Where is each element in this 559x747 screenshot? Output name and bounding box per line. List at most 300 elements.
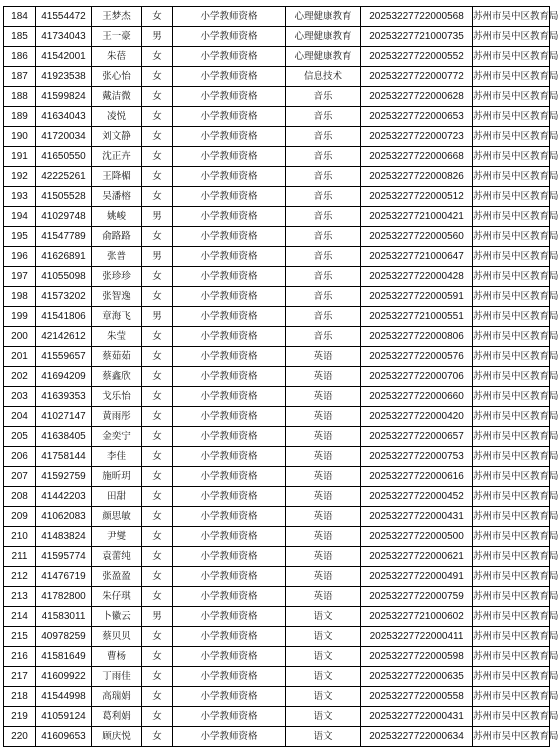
candidate-id-cell: 41758144	[36, 447, 92, 467]
sex-cell: 女	[142, 627, 173, 647]
table-row	[4, 607, 550, 627]
sex-cell: 男	[142, 207, 173, 227]
qualification-cell: 小学教师资格	[173, 607, 286, 627]
sex-cell: 女	[142, 587, 173, 607]
table-row	[4, 187, 550, 207]
qualification-cell: 小学教师资格	[173, 207, 286, 227]
table-row	[4, 387, 550, 407]
row-number-cell: 202	[4, 367, 36, 387]
row-number-cell: 209	[4, 507, 36, 527]
certificate-number-cell: 20253227722000500	[361, 527, 473, 547]
qualification-cell: 小学教师资格	[173, 627, 286, 647]
candidate-id-cell: 41059124	[36, 707, 92, 727]
row-number-cell: 187	[4, 67, 36, 87]
department-cell: 苏州市吴中区教育局	[473, 667, 550, 687]
department-cell: 苏州市吴中区教育局	[473, 327, 550, 347]
certificate-number-cell: 20253227721000421	[361, 207, 473, 227]
sex-cell: 女	[142, 667, 173, 687]
row-number-cell: 198	[4, 287, 36, 307]
row-number-cell: 208	[4, 487, 36, 507]
name-cell: 戴洁微	[92, 87, 142, 107]
sex-cell: 女	[142, 267, 173, 287]
candidate-id-cell: 41547789	[36, 227, 92, 247]
candidate-id-cell: 41583011	[36, 607, 92, 627]
candidate-id-cell: 41599824	[36, 87, 92, 107]
name-cell: 金奕宁	[92, 427, 142, 447]
candidate-id-cell: 41595774	[36, 547, 92, 567]
subject-cell: 音乐	[286, 107, 361, 127]
name-cell: 戈乐怡	[92, 387, 142, 407]
subject-cell: 音乐	[286, 87, 361, 107]
table-row	[4, 227, 550, 247]
subject-cell: 音乐	[286, 127, 361, 147]
row-number-cell: 214	[4, 607, 36, 627]
department-cell: 苏州市吴中区教育局	[473, 467, 550, 487]
sex-cell: 女	[142, 687, 173, 707]
qualification-cell: 小学教师资格	[173, 67, 286, 87]
department-cell: 苏州市吴中区教育局	[473, 607, 550, 627]
candidate-id-cell: 41559657	[36, 347, 92, 367]
qualification-cell: 小学教师资格	[173, 227, 286, 247]
certificate-number-cell: 20253227722000431	[361, 507, 473, 527]
department-cell: 苏州市吴中区教育局	[473, 147, 550, 167]
subject-cell: 英语	[286, 387, 361, 407]
name-cell: 颜思敏	[92, 507, 142, 527]
roster-table	[3, 6, 559, 747]
name-cell: 凌悦	[92, 107, 142, 127]
candidate-id-cell: 41581649	[36, 647, 92, 667]
department-cell: 苏州市吴中区教育局	[473, 227, 550, 247]
row-number-cell: 203	[4, 387, 36, 407]
certificate-number-cell: 20253227722000568	[361, 7, 473, 27]
row-number-cell: 210	[4, 527, 36, 547]
table-row	[4, 107, 550, 127]
sex-cell: 女	[142, 47, 173, 67]
department-cell: 苏州市吴中区教育局	[473, 567, 550, 587]
certificate-number-cell: 20253227722000634	[361, 727, 473, 747]
subject-cell: 音乐	[286, 267, 361, 287]
department-cell: 苏州市吴中区教育局	[473, 407, 550, 427]
department-cell: 苏州市吴中区教育局	[473, 27, 550, 47]
sex-cell: 女	[142, 487, 173, 507]
certificate-number-cell: 20253227722000431	[361, 707, 473, 727]
name-cell: 王一豪	[92, 27, 142, 47]
certificate-number-cell: 20253227722000452	[361, 487, 473, 507]
sex-cell: 女	[142, 87, 173, 107]
table-row	[4, 327, 550, 347]
table-row	[4, 507, 550, 527]
candidate-id-cell: 41483824	[36, 527, 92, 547]
certificate-number-cell: 20253227721000735	[361, 27, 473, 47]
sex-cell: 女	[142, 387, 173, 407]
table-row	[4, 587, 550, 607]
name-cell: 蔡茹茹	[92, 347, 142, 367]
certificate-number-cell: 20253227722000826	[361, 167, 473, 187]
sex-cell: 女	[142, 227, 173, 247]
table-row	[4, 167, 550, 187]
qualification-cell: 小学教师资格	[173, 87, 286, 107]
name-cell: 姚峻	[92, 207, 142, 227]
candidate-id-cell: 41541806	[36, 307, 92, 327]
table-row	[4, 647, 550, 667]
department-cell: 苏州市吴中区教育局	[473, 207, 550, 227]
candidate-id-cell: 41923538	[36, 67, 92, 87]
subject-cell: 心理健康教育	[286, 47, 361, 67]
candidate-id-cell: 41573202	[36, 287, 92, 307]
name-cell: 张盈盈	[92, 567, 142, 587]
subject-cell: 英语	[286, 547, 361, 567]
subject-cell: 英语	[286, 367, 361, 387]
department-cell: 苏州市吴中区教育局	[473, 287, 550, 307]
candidate-id-cell: 41694209	[36, 367, 92, 387]
name-cell: 李佳	[92, 447, 142, 467]
name-cell: 朱莹	[92, 327, 142, 347]
department-cell: 苏州市吴中区教育局	[473, 307, 550, 327]
row-number-cell: 211	[4, 547, 36, 567]
certificate-number-cell: 20253227722000706	[361, 367, 473, 387]
table-row	[4, 427, 550, 447]
row-number-cell: 201	[4, 347, 36, 367]
candidate-id-cell: 41609922	[36, 667, 92, 687]
name-cell: 张智逸	[92, 287, 142, 307]
row-number-cell: 212	[4, 567, 36, 587]
name-cell: 田甜	[92, 487, 142, 507]
sex-cell: 女	[142, 367, 173, 387]
candidate-id-cell: 41734043	[36, 27, 92, 47]
table-row	[4, 127, 550, 147]
sex-cell: 女	[142, 67, 173, 87]
subject-cell: 语文	[286, 627, 361, 647]
qualification-cell: 小学教师资格	[173, 527, 286, 547]
row-number-cell: 205	[4, 427, 36, 447]
qualification-cell: 小学教师资格	[173, 27, 286, 47]
qualification-cell: 小学教师资格	[173, 7, 286, 27]
subject-cell: 音乐	[286, 207, 361, 227]
row-number-cell: 194	[4, 207, 36, 227]
sex-cell: 女	[142, 427, 173, 447]
subject-cell: 音乐	[286, 327, 361, 347]
table-row	[4, 307, 550, 327]
row-number-cell: 206	[4, 447, 36, 467]
sex-cell: 男	[142, 307, 173, 327]
name-cell: 尹燮	[92, 527, 142, 547]
certificate-number-cell: 20253227722000753	[361, 447, 473, 467]
certificate-number-cell: 20253227722000598	[361, 647, 473, 667]
certificate-number-cell: 20253227722000591	[361, 287, 473, 307]
candidate-id-cell: 41634043	[36, 107, 92, 127]
row-number-cell: 220	[4, 727, 36, 747]
row-number-cell: 195	[4, 227, 36, 247]
department-cell: 苏州市吴中区教育局	[473, 247, 550, 267]
department-cell: 苏州市吴中区教育局	[473, 367, 550, 387]
sex-cell: 女	[142, 407, 173, 427]
qualification-cell: 小学教师资格	[173, 487, 286, 507]
table-row	[4, 727, 550, 747]
certificate-number-cell: 20253227722000653	[361, 107, 473, 127]
sex-cell: 男	[142, 247, 173, 267]
department-cell: 苏州市吴中区教育局	[473, 647, 550, 667]
name-cell: 张心怡	[92, 67, 142, 87]
certificate-number-cell: 20253227722000560	[361, 227, 473, 247]
subject-cell: 英语	[286, 527, 361, 547]
subject-cell: 音乐	[286, 247, 361, 267]
subject-cell: 音乐	[286, 167, 361, 187]
candidate-id-cell: 41442203	[36, 487, 92, 507]
row-number-cell: 213	[4, 587, 36, 607]
table-row	[4, 467, 550, 487]
department-cell: 苏州市吴中区教育局	[473, 87, 550, 107]
roster-body	[4, 7, 559, 747]
certificate-number-cell: 20253227722000428	[361, 267, 473, 287]
department-cell: 苏州市吴中区教育局	[473, 67, 550, 87]
qualification-cell: 小学教师资格	[173, 547, 286, 567]
table-row	[4, 347, 550, 367]
candidate-id-cell: 41592759	[36, 467, 92, 487]
candidate-id-cell: 41029748	[36, 207, 92, 227]
qualification-cell: 小学教师资格	[173, 587, 286, 607]
row-number-cell: 200	[4, 327, 36, 347]
name-cell: 朱仔琪	[92, 587, 142, 607]
name-cell: 吴潘榕	[92, 187, 142, 207]
row-number-cell: 186	[4, 47, 36, 67]
department-cell: 苏州市吴中区教育局	[473, 447, 550, 467]
candidate-id-cell: 41062083	[36, 507, 92, 527]
table-row	[4, 667, 550, 687]
department-cell: 苏州市吴中区教育局	[473, 587, 550, 607]
table-row	[4, 147, 550, 167]
qualification-cell: 小学教师资格	[173, 647, 286, 667]
name-cell: 章海飞	[92, 307, 142, 327]
subject-cell: 语文	[286, 687, 361, 707]
candidate-id-cell: 41554472	[36, 7, 92, 27]
name-cell: 袁蕾纯	[92, 547, 142, 567]
department-cell: 苏州市吴中区教育局	[473, 127, 550, 147]
table-row	[4, 287, 550, 307]
certificate-number-cell: 20253227722000668	[361, 147, 473, 167]
department-cell: 苏州市吴中区教育局	[473, 427, 550, 447]
row-number-cell: 197	[4, 267, 36, 287]
sex-cell: 女	[142, 647, 173, 667]
name-cell: 葛利娟	[92, 707, 142, 727]
table-row	[4, 567, 550, 587]
certificate-number-cell: 20253227722000657	[361, 427, 473, 447]
qualification-cell: 小学教师资格	[173, 687, 286, 707]
qualification-cell: 小学教师资格	[173, 427, 286, 447]
sex-cell: 男	[142, 27, 173, 47]
name-cell: 张普	[92, 247, 142, 267]
table-row	[4, 267, 550, 287]
name-cell: 王梦杰	[92, 7, 142, 27]
department-cell: 苏州市吴中区教育局	[473, 107, 550, 127]
name-cell: 顾庆悦	[92, 727, 142, 747]
certificate-number-cell: 20253227722000616	[361, 467, 473, 487]
row-number-cell: 217	[4, 667, 36, 687]
table-row	[4, 447, 550, 467]
department-cell: 苏州市吴中区教育局	[473, 727, 550, 747]
candidate-id-cell: 41542001	[36, 47, 92, 67]
certificate-number-cell: 20253227722000420	[361, 407, 473, 427]
table-row	[4, 247, 550, 267]
qualification-cell: 小学教师资格	[173, 147, 286, 167]
department-cell: 苏州市吴中区教育局	[473, 7, 550, 27]
table-row	[4, 487, 550, 507]
name-cell: 曹杨	[92, 647, 142, 667]
certificate-number-cell: 20253227722000512	[361, 187, 473, 207]
department-cell: 苏州市吴中区教育局	[473, 507, 550, 527]
row-number-cell: 192	[4, 167, 36, 187]
certificate-number-cell: 20253227722000772	[361, 67, 473, 87]
table-row	[4, 687, 550, 707]
certificate-number-cell: 20253227722000621	[361, 547, 473, 567]
subject-cell: 语文	[286, 667, 361, 687]
qualification-cell: 小学教师资格	[173, 347, 286, 367]
certificate-number-cell: 20253227722000576	[361, 347, 473, 367]
subject-cell: 语文	[286, 647, 361, 667]
qualification-cell: 小学教师资格	[173, 127, 286, 147]
row-number-cell: 204	[4, 407, 36, 427]
candidate-id-cell: 41626891	[36, 247, 92, 267]
sex-cell: 男	[142, 607, 173, 627]
qualification-cell: 小学教师资格	[173, 467, 286, 487]
certificate-number-cell: 20253227722000723	[361, 127, 473, 147]
certificate-number-cell: 20253227722000635	[361, 667, 473, 687]
qualification-cell: 小学教师资格	[173, 287, 286, 307]
sex-cell: 女	[142, 187, 173, 207]
certificate-number-cell: 20253227721000551	[361, 307, 473, 327]
sex-cell: 女	[142, 567, 173, 587]
department-cell: 苏州市吴中区教育局	[473, 47, 550, 67]
row-number-cell: 207	[4, 467, 36, 487]
row-number-cell: 216	[4, 647, 36, 667]
sex-cell: 女	[142, 467, 173, 487]
qualification-cell: 小学教师资格	[173, 367, 286, 387]
department-cell: 苏州市吴中区教育局	[473, 527, 550, 547]
subject-cell: 英语	[286, 347, 361, 367]
sex-cell: 女	[142, 7, 173, 27]
department-cell: 苏州市吴中区教育局	[473, 267, 550, 287]
name-cell: 张珍珍	[92, 267, 142, 287]
department-cell: 苏州市吴中区教育局	[473, 547, 550, 567]
sex-cell: 女	[142, 327, 173, 347]
certificate-number-cell: 20253227722000806	[361, 327, 473, 347]
candidate-id-cell: 41505528	[36, 187, 92, 207]
candidate-id-cell: 41055098	[36, 267, 92, 287]
sex-cell: 女	[142, 507, 173, 527]
name-cell: 蔡贝贝	[92, 627, 142, 647]
department-cell: 苏州市吴中区教育局	[473, 487, 550, 507]
department-cell: 苏州市吴中区教育局	[473, 187, 550, 207]
certificate-number-cell: 20253227722000491	[361, 567, 473, 587]
qualification-cell: 小学教师资格	[173, 47, 286, 67]
name-cell: 卜徽云	[92, 607, 142, 627]
subject-cell: 英语	[286, 427, 361, 447]
name-cell: 蔡鑫欣	[92, 367, 142, 387]
sex-cell: 女	[142, 447, 173, 467]
subject-cell: 音乐	[286, 227, 361, 247]
subject-cell: 语文	[286, 727, 361, 747]
sex-cell: 女	[142, 727, 173, 747]
qualification-cell: 小学教师资格	[173, 447, 286, 467]
subject-cell: 音乐	[286, 287, 361, 307]
sex-cell: 女	[142, 287, 173, 307]
department-cell: 苏州市吴中区教育局	[473, 347, 550, 367]
department-cell: 苏州市吴中区教育局	[473, 707, 550, 727]
name-cell: 俞路路	[92, 227, 142, 247]
table-row	[4, 627, 550, 647]
certificate-number-cell: 20253227722000759	[361, 587, 473, 607]
candidate-id-cell: 42142612	[36, 327, 92, 347]
certificate-number-cell: 20253227722000552	[361, 47, 473, 67]
subject-cell: 语文	[286, 707, 361, 727]
department-cell: 苏州市吴中区教育局	[473, 687, 550, 707]
candidate-id-cell: 41638405	[36, 427, 92, 447]
name-cell: 刘文静	[92, 127, 142, 147]
department-cell: 苏州市吴中区教育局	[473, 167, 550, 187]
sex-cell: 女	[142, 547, 173, 567]
table-row	[4, 207, 550, 227]
row-number-cell: 184	[4, 7, 36, 27]
subject-cell: 音乐	[286, 307, 361, 327]
row-number-cell: 196	[4, 247, 36, 267]
row-number-cell: 193	[4, 187, 36, 207]
row-number-cell: 218	[4, 687, 36, 707]
subject-cell: 英语	[286, 467, 361, 487]
subject-cell: 英语	[286, 447, 361, 467]
subject-cell: 心理健康教育	[286, 27, 361, 47]
subject-cell: 音乐	[286, 147, 361, 167]
candidate-id-cell: 41476719	[36, 567, 92, 587]
candidate-id-cell: 40978259	[36, 627, 92, 647]
row-number-cell: 190	[4, 127, 36, 147]
table-row	[4, 407, 550, 427]
subject-cell: 英语	[286, 407, 361, 427]
qualification-cell: 小学教师资格	[173, 387, 286, 407]
qualification-cell: 小学教师资格	[173, 327, 286, 347]
subject-cell: 英语	[286, 487, 361, 507]
row-number-cell: 199	[4, 307, 36, 327]
subject-cell: 英语	[286, 587, 361, 607]
subject-cell: 语文	[286, 607, 361, 627]
qualification-cell: 小学教师资格	[173, 107, 286, 127]
qualification-cell: 小学教师资格	[173, 727, 286, 747]
table-row	[4, 547, 550, 567]
certificate-number-cell: 20253227722000411	[361, 627, 473, 647]
qualification-cell: 小学教师资格	[173, 267, 286, 287]
subject-cell: 英语	[286, 507, 361, 527]
table-row	[4, 87, 550, 107]
name-cell: 沈正卉	[92, 147, 142, 167]
department-cell: 苏州市吴中区教育局	[473, 627, 550, 647]
table-row	[4, 47, 550, 67]
sex-cell: 女	[142, 147, 173, 167]
certificate-number-cell: 20253227722000628	[361, 87, 473, 107]
table-row	[4, 7, 550, 27]
subject-cell: 信息技术	[286, 67, 361, 87]
sex-cell: 女	[142, 707, 173, 727]
candidate-id-cell: 41609653	[36, 727, 92, 747]
candidate-id-cell: 41782800	[36, 587, 92, 607]
table-row	[4, 527, 550, 547]
row-number-cell: 219	[4, 707, 36, 727]
sex-cell: 女	[142, 347, 173, 367]
qualification-cell: 小学教师资格	[173, 307, 286, 327]
name-cell: 丁雨佳	[92, 667, 142, 687]
subject-cell: 音乐	[286, 187, 361, 207]
candidate-id-cell: 41027147	[36, 407, 92, 427]
candidate-id-cell: 41544998	[36, 687, 92, 707]
qualification-cell: 小学教师资格	[173, 667, 286, 687]
row-number-cell: 191	[4, 147, 36, 167]
